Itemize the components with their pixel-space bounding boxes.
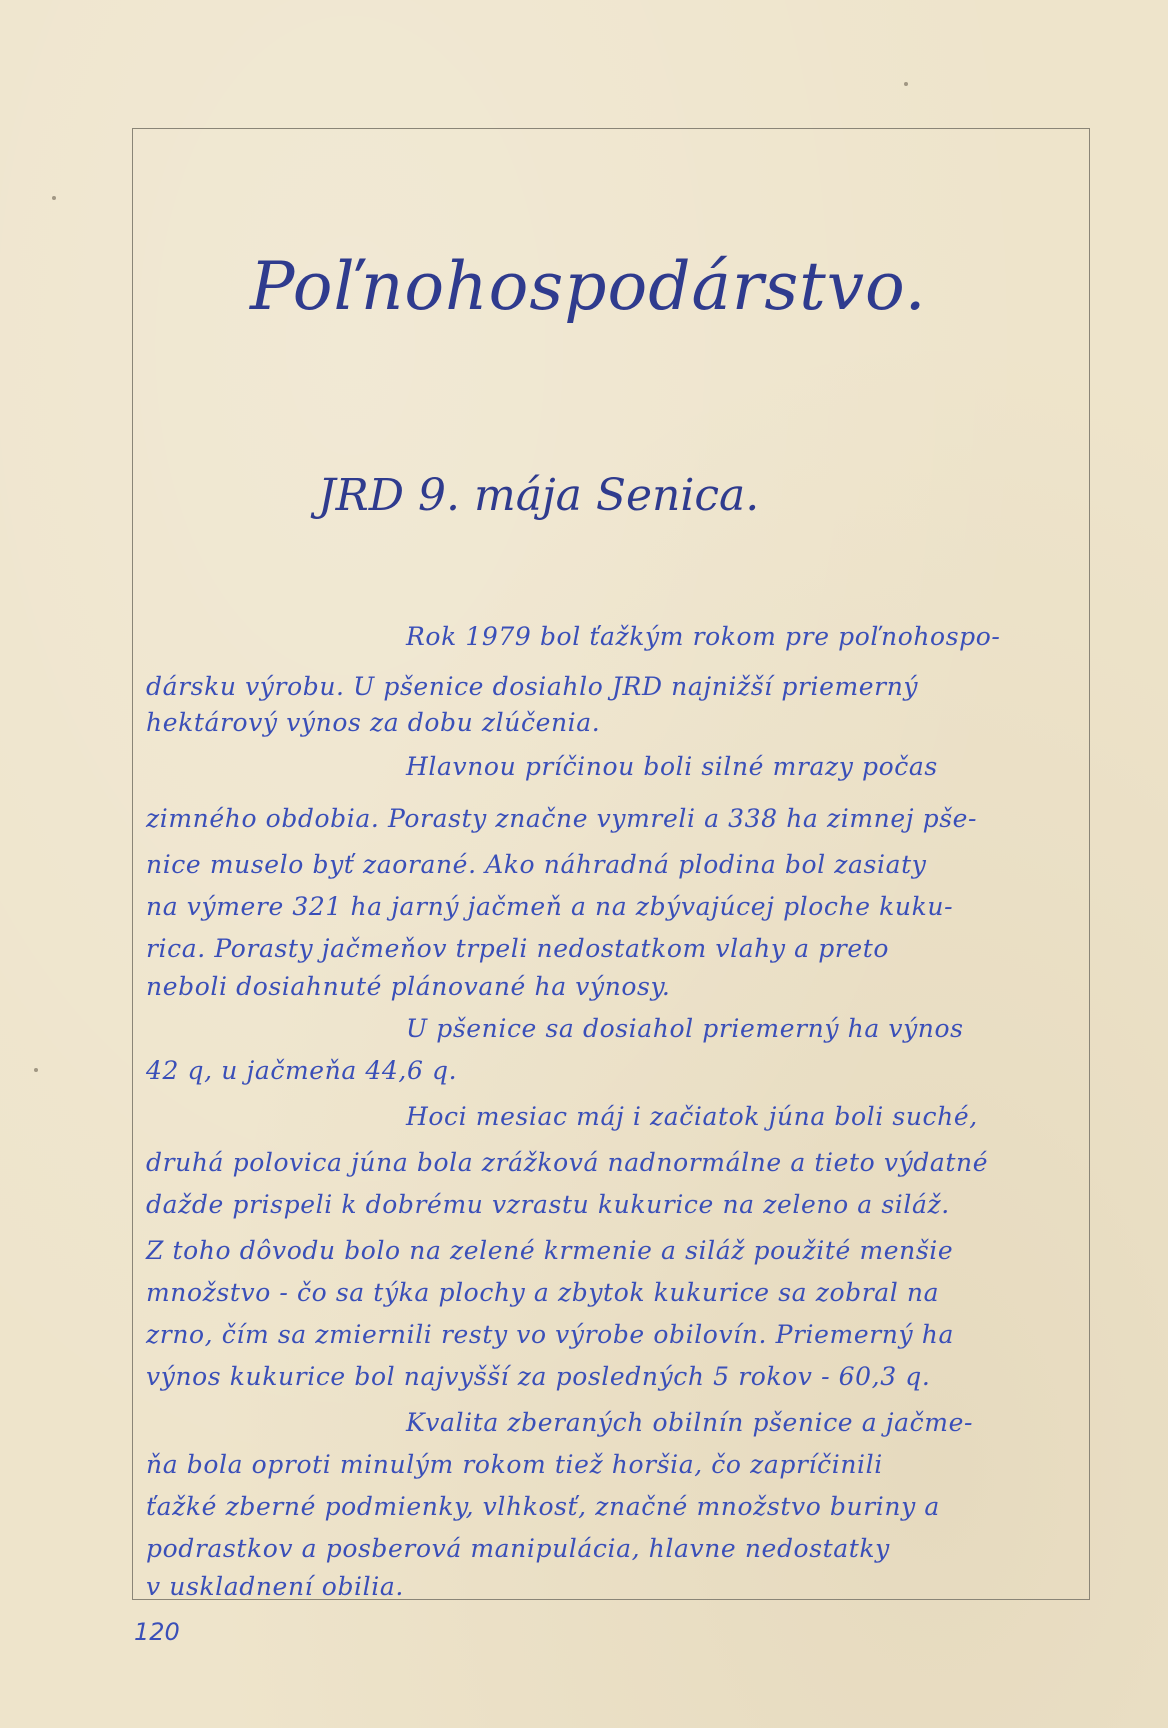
text-line: dársku výrobu. U pšenice dosiahlo JRD najnižší priemerný [146,672,919,701]
text-line: zimného obdobia. Porasty značne vymreli a 338 ha zimnej pše- [146,804,978,833]
page-title: Poľnohospodárstvo. [250,248,927,325]
text-line: ťažké zberné podmienky, vlhkosť, značné množstvo buriny a [146,1492,940,1521]
text-line: nice muselo byť zaorané. Ako náhradná plodina bol zasiaty [146,850,927,879]
text-line: druhá polovica júna bola zrážková nadnormálne a tieto výdatné [146,1148,989,1177]
text-line: 42 q, u jačmeňa 44,6 q. [146,1056,458,1085]
page-number: 120 [134,1618,180,1646]
text-line: podrastkov a posberová manipulácia, hlavne nedostatky [146,1534,890,1563]
text-line: Z toho dôvodu bolo na zelené krmenie a siláž použité menšie [146,1236,954,1265]
text-line: Rok 1979 bol ťažkým rokom pre poľnohospo- [406,622,1001,651]
text-line: zrno, čím sa zmiernili resty vo výrobe obilovín. Priemerný ha [146,1320,954,1349]
text-line: Hlavnou príčinou boli silné mrazy počas [406,752,938,781]
text-line: U pšenice sa dosiahol priemerný ha výnos [406,1014,964,1043]
text-line: výnos kukurice bol najvyšší za posledných 5 rokov - 60,3 q. [146,1362,931,1391]
text-line: hektárový výnos za dobu zlúčenia. [146,708,601,737]
paper-speck [904,82,908,86]
text-line: na výmere 321 ha jarný jačmeň a na zbývajúcej ploche kuku- [146,892,954,921]
text-line: neboli dosiahnuté plánované ha výnosy. [146,972,671,1001]
text-line: v uskladnení obilia. [146,1572,404,1601]
text-line: Kvalita zberaných obilnín pšenice a jačme- [406,1408,974,1437]
paper-speck [52,196,56,200]
page-subtitle: JRD 9. mája Senica. [318,470,760,521]
text-line: rica. Porasty jačmeňov trpeli nedostatkom vlahy a preto [146,934,890,963]
text-line: dažde prispeli k dobrému vzrastu kukurice na zeleno a siláž. [146,1190,950,1219]
text-line: množstvo - čo sa týka plochy a zbytok kukurice sa zobral na [146,1278,940,1307]
paper-speck [34,1068,38,1072]
text-line: Hoci mesiac máj i začiatok júna boli suché, [406,1102,978,1131]
text-line: ňa bola oproti minulým rokom tiež horšia, čo zapríčinili [146,1450,883,1479]
